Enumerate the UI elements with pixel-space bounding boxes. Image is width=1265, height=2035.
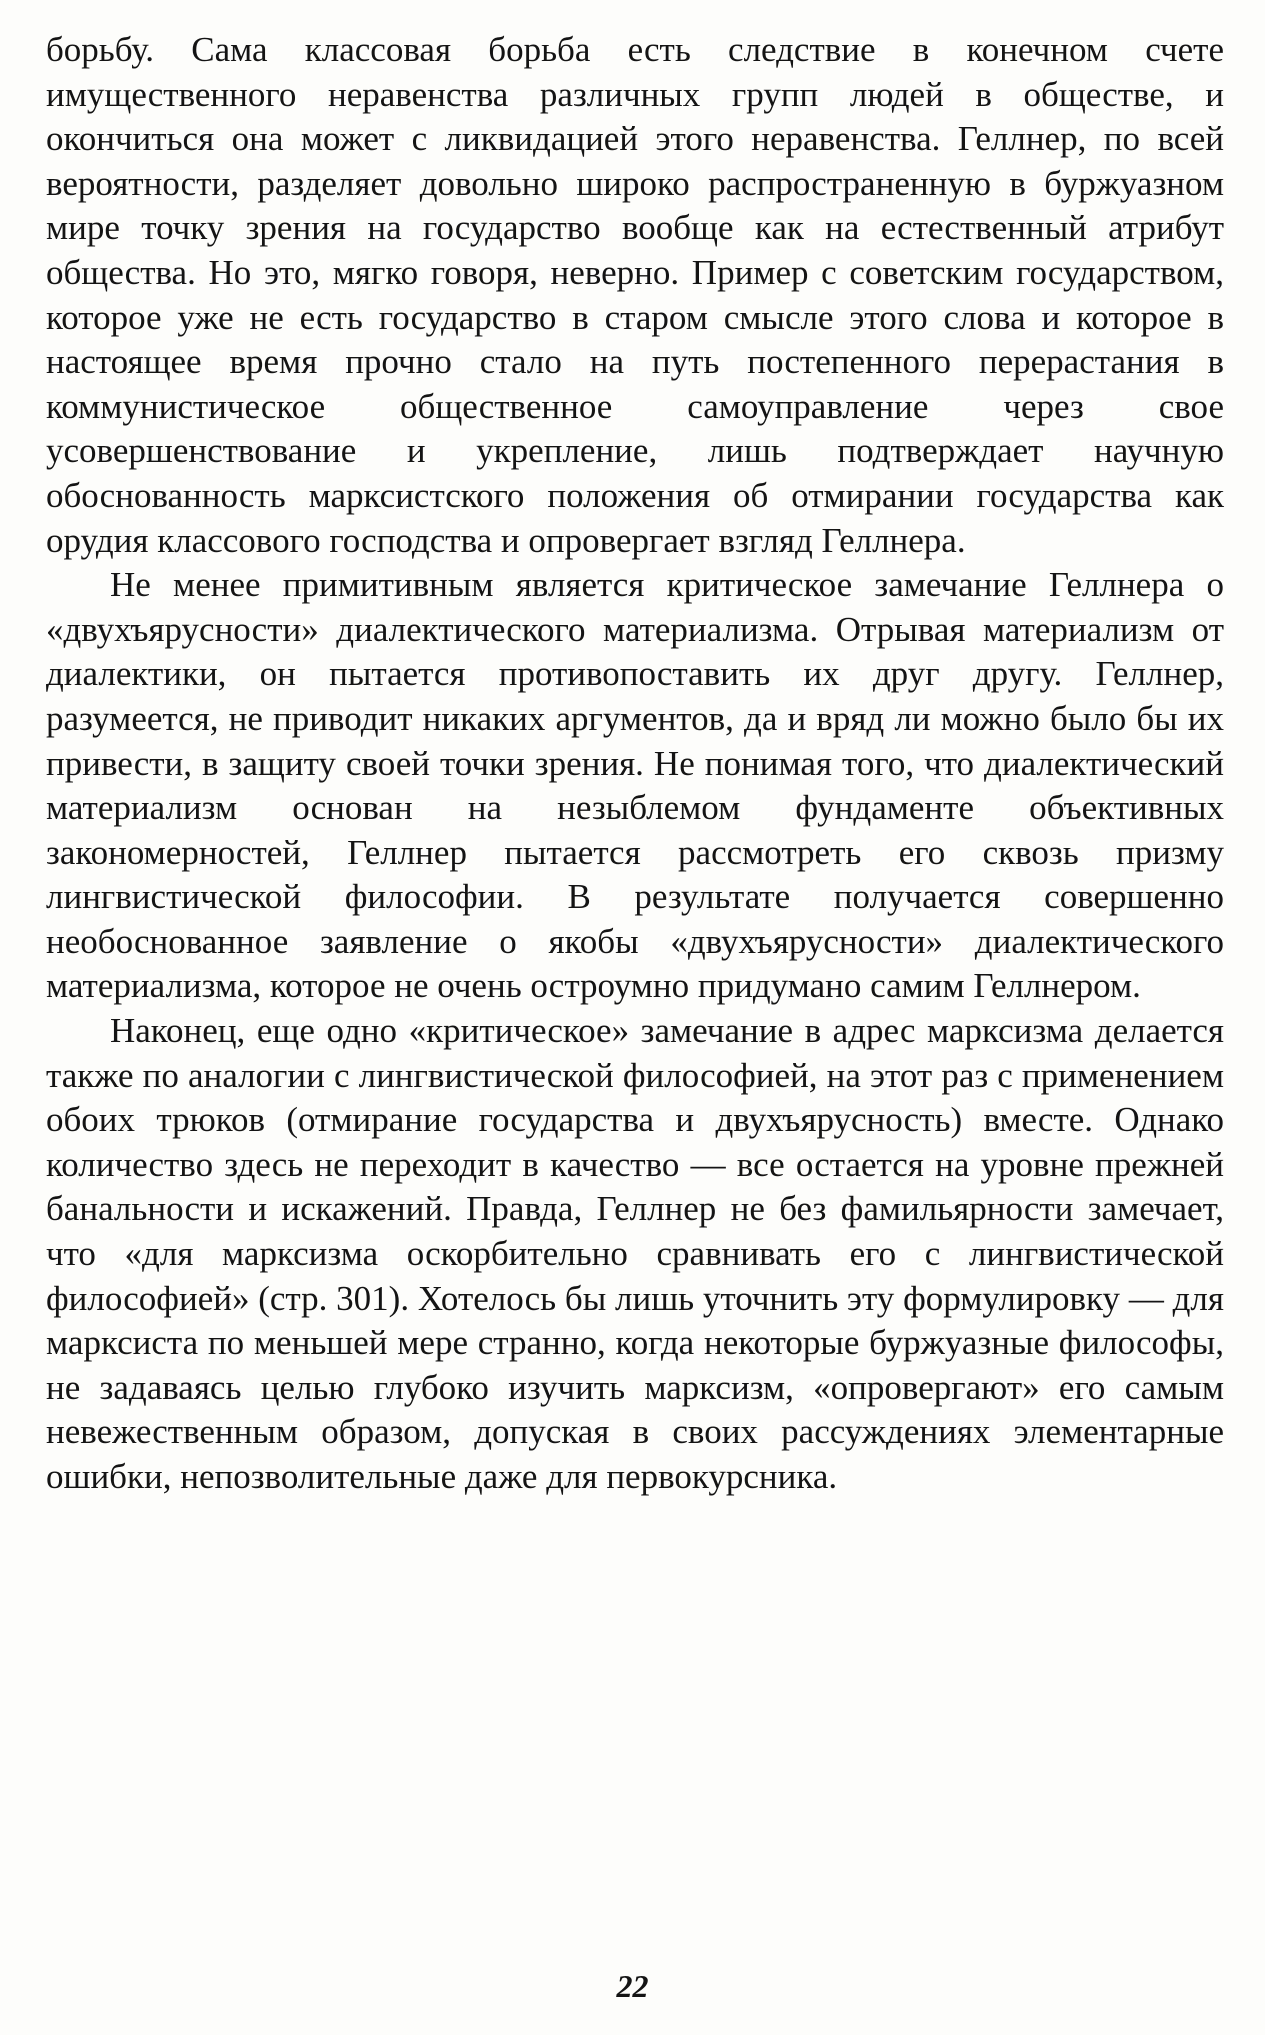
paragraph-continued: борьбу. Сама классовая борьба есть следствие в конечном счете имущественного неравенства различных групп людей в обществе, и окончиться она может с ликвидацией этого неравенства. Геллнер, по всей вероятности, разделяет довольно широко распространенную в буржуазном мире точку зрения на государство вообще как на естественный атрибут общества. Но это, мягко говоря, неверно. Пример с советским государством, которое уже не есть государство в старом смысле этого слова и которое в настоящее время прочно стало на путь постепенного перерастания в коммунистическое общественное самоуправление через свое усовершенствование и укрепление, лишь подтверждает научную обоснованность марксистского положения об отмирании государства как орудия классового господства и опровергает взгляд Геллнера. (46, 30, 1224, 560)
paragraph: Не менее примитивным является критическое замечание Геллнера о «двухъярусности» диалектического материализма. Отрывая материализм от диалектики, он пытается противопоставить их друг другу. Геллнер, разумеется, не приводит никаких аргументов, да и вряд ли можно было бы их привести, в защиту своей точки зрения. Не понимая того, что диалектический материализм основан на незыблемом фундаменте объективных закономерностей, Геллнер пытается рассмотреть его сквозь призму лингвистической философии. В результате получается совершенно необоснованное заявление о якобы «двухъярусности» диалектического материализма, которое не очень остроумно придумано самим Геллнером. (46, 565, 1224, 1006)
paragraph: Наконец, еще одно «критическое» замечание в адрес марксизма делается также по аналогии с лингвистической философией, на этот раз с применением обоих трюков (отмирание государства и двухъярусность) вместе. Однако количество здесь не переходит в качество — все остается на уровне прежней банальности и искажений. Правда, Геллнер не без фамильярности замечает, что «для марксизма оскорбительно сравнивать его с лингвистической философией» (стр. 301). Хотелось бы лишь уточнить эту формулировку — для марксиста по меньшей мере странно, когда некоторые буржуазные философы, не задаваясь целью глубоко изучить марксизм, «опровергают» его самым невежественным образом, допуская в своих рассуждениях элементарные ошибки, непозволительные даже для первокурсника. (46, 1011, 1224, 1496)
page-number: 22 (616, 1968, 649, 2004)
body-text (46, 28, 1224, 1500)
